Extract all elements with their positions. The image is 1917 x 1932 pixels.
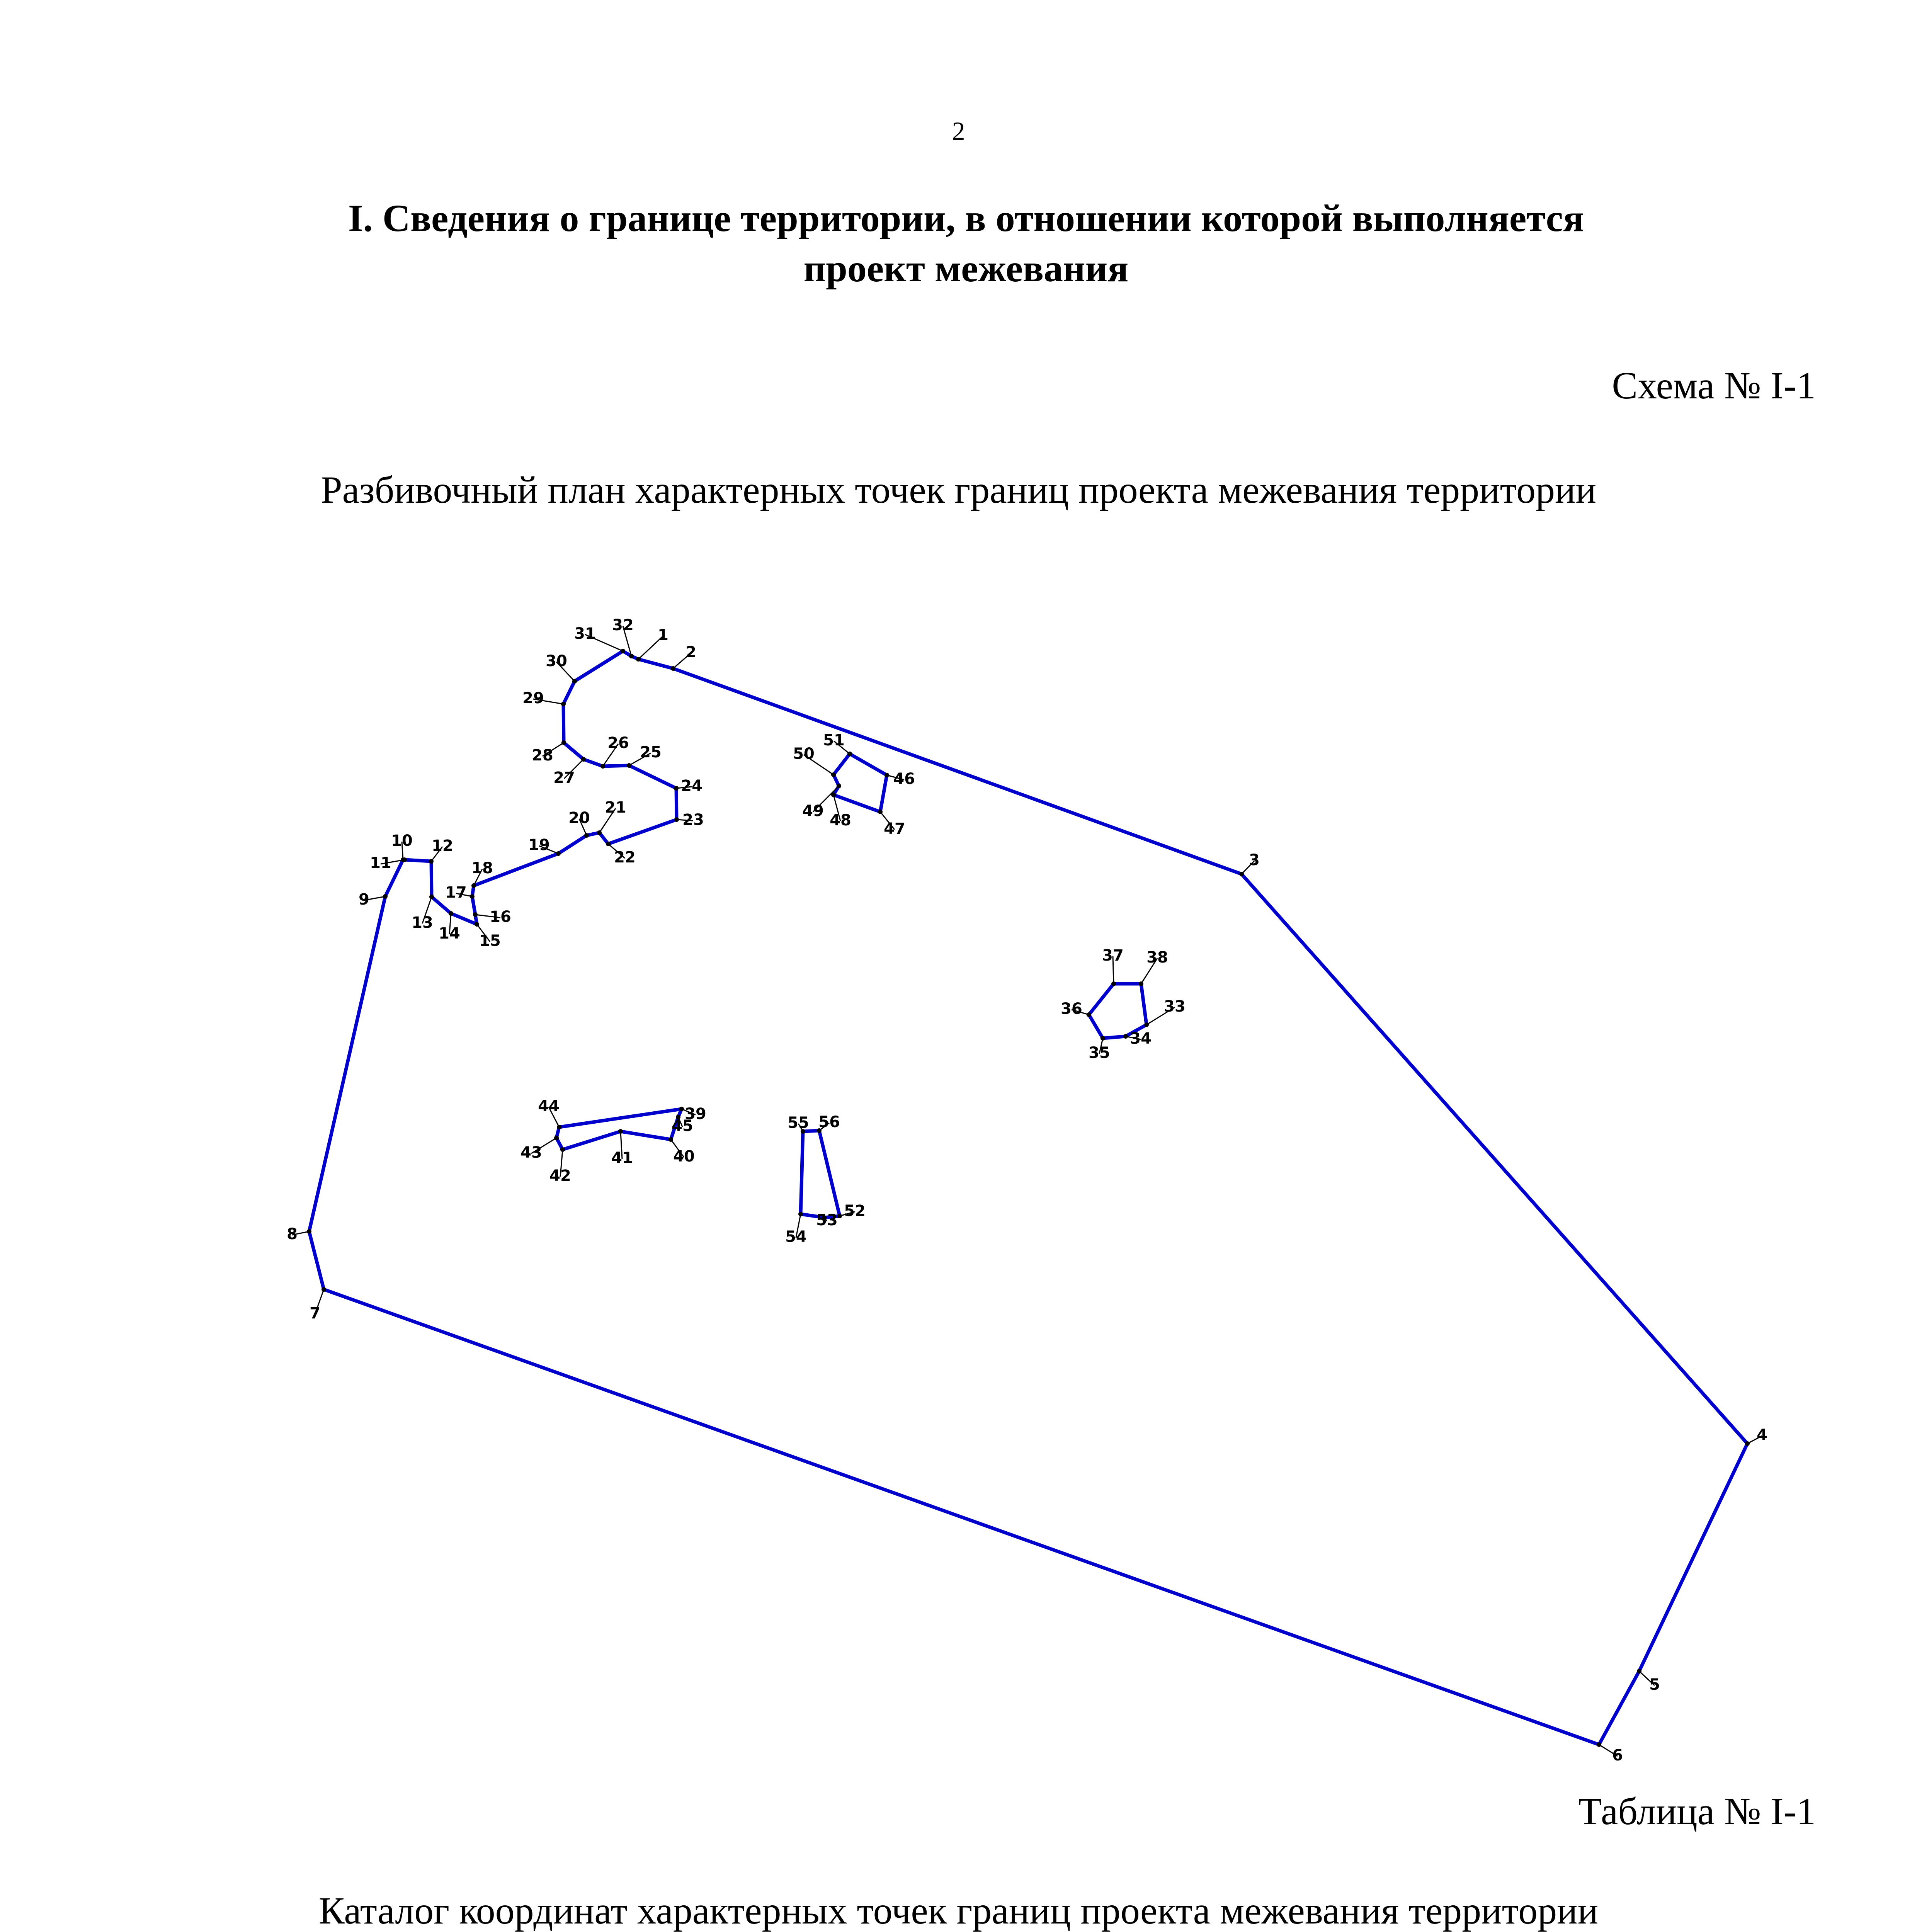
point-marker-9 [383, 894, 388, 899]
point-label-6: 6 [1612, 1747, 1623, 1764]
point-marker-23 [674, 817, 679, 822]
point-label-2: 2 [685, 643, 696, 661]
point-marker-39 [679, 1107, 684, 1111]
point-label-3: 3 [1249, 851, 1260, 869]
point-marker-34 [1123, 1034, 1128, 1039]
point-label-40: 40 [673, 1148, 695, 1165]
point-label-52: 52 [844, 1202, 866, 1220]
point-label-32: 32 [612, 616, 634, 634]
point-marker-40 [668, 1137, 673, 1142]
point-marker-16 [473, 912, 478, 917]
catalog-title-line-1: Каталог координат характерных точек границ проекта межевания территории [318, 1889, 1599, 1932]
point-marker-30 [572, 679, 577, 684]
point-label-18: 18 [471, 859, 493, 877]
section-title [232, 193, 1700, 294]
point-marker-44 [557, 1125, 561, 1129]
point-label-5: 5 [1649, 1676, 1660, 1694]
point-marker-37 [1111, 981, 1116, 986]
point-label-56: 56 [818, 1113, 840, 1131]
point-marker-29 [561, 702, 566, 706]
point-label-26: 26 [607, 734, 629, 752]
point-label-33: 33 [1164, 998, 1186, 1015]
point-label-54: 54 [785, 1228, 807, 1246]
point-marker-36 [1087, 1012, 1091, 1017]
point-label-36: 36 [1061, 1000, 1082, 1018]
point-marker-14 [449, 911, 453, 916]
point-marker-50 [831, 772, 836, 777]
boundary-contour-3 [556, 1109, 682, 1150]
point-marker-6 [1597, 1742, 1601, 1747]
point-marker-7 [321, 1287, 326, 1292]
point-marker-54 [798, 1212, 803, 1216]
point-label-31: 31 [574, 625, 596, 643]
point-label-14: 14 [439, 925, 460, 942]
point-marker-51 [847, 752, 852, 756]
point-marker-17 [470, 894, 475, 899]
point-marker-35 [1101, 1036, 1105, 1041]
page-number: 2 [952, 116, 965, 146]
point-label-43: 43 [520, 1144, 542, 1162]
point-label-16: 16 [490, 908, 511, 926]
point-label-10: 10 [391, 832, 413, 850]
point-marker-21 [597, 830, 602, 835]
point-label-25: 25 [640, 743, 662, 761]
point-marker-25 [627, 763, 631, 768]
point-marker-11 [402, 857, 407, 862]
point-label-55: 55 [788, 1114, 809, 1132]
point-marker-3 [1239, 872, 1244, 876]
point-marker-49 [837, 784, 841, 788]
point-marker-32 [629, 654, 634, 658]
point-marker-42 [560, 1147, 565, 1152]
point-label-41: 41 [611, 1149, 633, 1167]
point-label-11: 11 [370, 854, 391, 872]
point-marker-33 [1144, 1022, 1149, 1027]
point-marker-13 [429, 895, 434, 899]
point-label-9: 9 [359, 891, 369, 908]
point-marker-15 [475, 922, 479, 927]
point-marker-8 [307, 1229, 311, 1234]
point-label-53: 53 [816, 1211, 838, 1229]
point-label-37: 37 [1102, 947, 1124, 964]
point-marker-52 [837, 1214, 842, 1218]
point-marker-5 [1637, 1669, 1641, 1673]
point-marker-12 [429, 859, 434, 864]
point-marker-31 [621, 649, 625, 653]
point-label-51: 51 [823, 731, 845, 749]
point-label-22: 22 [614, 849, 636, 866]
point-marker-4 [1745, 1441, 1750, 1446]
point-label-12: 12 [432, 837, 453, 855]
section-title-line-2: проект межевания [803, 247, 1129, 290]
point-label-13: 13 [412, 914, 433, 932]
point-label-21: 21 [605, 799, 626, 816]
point-label-15: 15 [479, 932, 501, 950]
boundary-contour-4 [833, 754, 887, 812]
point-label-38: 38 [1146, 949, 1168, 966]
point-label-20: 20 [568, 809, 590, 827]
point-label-34: 34 [1130, 1030, 1152, 1048]
point-label-50: 50 [793, 745, 815, 763]
point-marker-22 [606, 842, 611, 846]
point-marker-43 [554, 1136, 559, 1140]
point-label-7: 7 [310, 1304, 320, 1322]
point-label-47: 47 [884, 820, 905, 838]
point-marker-48 [831, 793, 836, 797]
point-marker-41 [618, 1129, 623, 1134]
point-marker-1 [636, 657, 641, 662]
point-marker-20 [584, 833, 589, 838]
point-label-27: 27 [553, 769, 575, 787]
point-label-1: 1 [658, 626, 668, 644]
point-label-46: 46 [893, 770, 915, 788]
point-label-4: 4 [1757, 1426, 1767, 1444]
point-marker-18 [471, 883, 476, 888]
point-label-48: 48 [830, 811, 851, 829]
point-marker-27 [581, 757, 586, 762]
table-label: Таблица № I-1 [1578, 1790, 1816, 1833]
point-label-39: 39 [685, 1105, 706, 1123]
point-label-49: 49 [802, 802, 824, 820]
point-label-44: 44 [538, 1097, 560, 1115]
point-label-29: 29 [522, 689, 544, 707]
point-label-17: 17 [445, 884, 467, 901]
point-label-35: 35 [1089, 1044, 1110, 1062]
point-label-23: 23 [682, 811, 704, 829]
boundary-contour-1 [309, 651, 1747, 1745]
point-label-24: 24 [681, 777, 703, 795]
section-title-line-1: I. Сведения о границе территории, в отношении которой выполняется [348, 197, 1584, 240]
point-marker-26 [600, 764, 605, 769]
point-marker-2 [671, 666, 675, 671]
point-marker-46 [885, 773, 889, 777]
point-marker-19 [556, 851, 561, 856]
scheme-label: Схема № I-1 [1612, 364, 1816, 407]
point-marker-24 [674, 786, 679, 791]
boundary-plan [0, 580, 1917, 1785]
point-label-30: 30 [546, 652, 567, 670]
plan-title: Разбивочный план характерных точек границ проекта межевания территории [320, 468, 1597, 511]
point-marker-47 [878, 810, 883, 814]
point-marker-28 [561, 740, 566, 745]
point-label-45: 45 [672, 1117, 693, 1135]
boundary-contour-5 [801, 1131, 840, 1218]
point-label-8: 8 [287, 1225, 298, 1243]
point-label-19: 19 [528, 836, 550, 854]
point-label-42: 42 [549, 1167, 571, 1185]
point-marker-38 [1139, 981, 1143, 986]
point-label-28: 28 [532, 747, 553, 764]
catalog-title [0, 1886, 1917, 1932]
